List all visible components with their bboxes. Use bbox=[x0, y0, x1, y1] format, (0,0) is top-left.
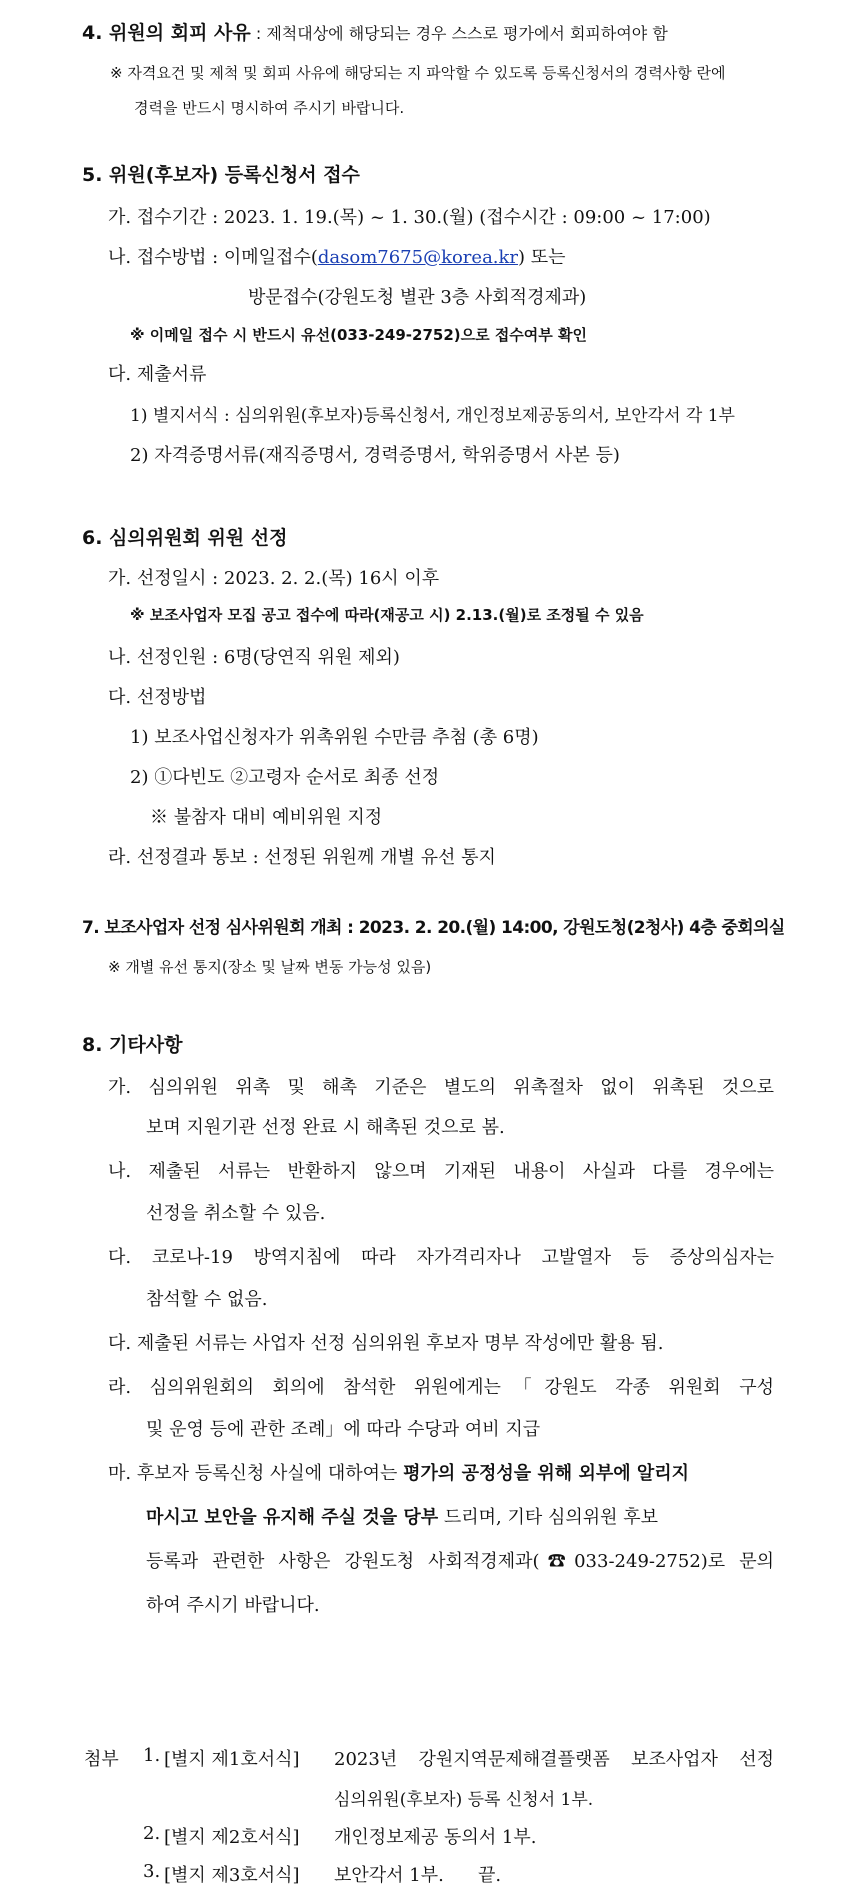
section-5-item-b-line-2: 방문접수(강원도청 별관 3층 사회적경제과) bbox=[248, 287, 587, 308]
section-5-item-a: 가. 접수기간 : 2023. 1. 19.(목) ~ 1. 30.(월) (접수시간 : 09:00 ~ 17:00) bbox=[108, 207, 711, 228]
section-5-item-b-suffix: ) 또는 bbox=[518, 247, 566, 268]
attachment-label: 첨부 bbox=[84, 1749, 119, 1770]
section-4-note-1: ※ 자격요건 및 제척 및 회피 사유에 해당되는 지 파악할 수 있도록 등록신청서의 경력사항 란에 bbox=[110, 64, 726, 82]
section-5-item-c2: 2) 자격증명서류(재직증명서, 경력증명서, 학위증명서 사본 등) bbox=[130, 445, 620, 466]
section-6-item-a: 가. 선정일시 : 2023. 2. 2.(목) 16시 이후 bbox=[108, 568, 440, 589]
section-8-item-ma-1-prefix: 마. 후보자 등록신청 사실에 대하여는 bbox=[108, 1463, 404, 1484]
section-8-item-ma-1-bold: 평가의 공정성을 위해 외부에 알리지 bbox=[403, 1463, 690, 1484]
section-8-item-ma-1 bbox=[108, 1459, 774, 1485]
section-6-item-c2: 2) ①다빈도 ②고령자 순서로 최종 선정 bbox=[130, 767, 440, 788]
section-8-item-na-2: 선정을 취소할 수 있음. bbox=[146, 1203, 326, 1224]
section-5-item-c: 다. 제출서류 bbox=[108, 364, 207, 385]
section-6-item-b: 나. 선정인원 : 6명(당연직 위원 제외) bbox=[108, 647, 400, 668]
section-5-item-b-prefix: 나. 접수방법 : 이메일접수( bbox=[108, 247, 318, 268]
section-8-item-ma-2 bbox=[146, 1503, 774, 1529]
section-6-item-c: 다. 선정방법 bbox=[108, 687, 207, 708]
section-5-item-b bbox=[108, 243, 566, 269]
attachment-3-number: 3. bbox=[143, 1861, 161, 1882]
section-8-item-ra-1: 라. 심의위원회의 회의에 참석한 위원에게는「강원도 각종 위원회 구성 bbox=[108, 1377, 774, 1398]
section-5-heading: 5. 위원(후보자) 등록신청서 접수 bbox=[82, 164, 360, 186]
attachment-3-text: 보안각서 1부. bbox=[334, 1865, 444, 1886]
section-4-heading: 4. 위원의 회피 사유 bbox=[82, 22, 251, 44]
attachment-1-number: 1. bbox=[143, 1745, 161, 1766]
section-8-item-ma-4: 하여 주시기 바랍니다. bbox=[146, 1595, 320, 1616]
attachment-3-form: [별지 제3호서식] bbox=[164, 1865, 300, 1886]
section-4-text: : 제척대상에 해당되는 경우 스스로 평가에서 회피하여야 함 bbox=[250, 24, 668, 43]
section-8-item-da-3: 다. 제출된 서류는 사업자 선정 심의위원 후보자 명부 작성에만 활용 됨. bbox=[108, 1333, 664, 1354]
section-8-item-na-1: 나. 제출된 서류는 반환하지 않으며 기재된 내용이 사실과 다를 경우에는 bbox=[108, 1161, 774, 1182]
document-end-mark: 끝. bbox=[478, 1865, 502, 1886]
section-8-item-ra-2: 및 운영 등에 관한 조례」에 따라 수당과 여비 지급 bbox=[146, 1419, 541, 1440]
attachment-2-number: 2. bbox=[143, 1823, 161, 1844]
section-7-heading: 7. 보조사업자 선정 심사위원회 개최 : 2023. 2. 20.(월) 14:00, 강원도청(2청사) 4층 중회의실 bbox=[82, 918, 785, 938]
section-7-note: ※ 개별 유선 통지(장소 및 날짜 변동 가능성 있음) bbox=[108, 958, 432, 976]
section-6-item-c1: 1) 보조사업신청자가 위촉위원 수만큼 추첨 (총 6명) bbox=[130, 727, 539, 748]
section-4-line bbox=[82, 18, 668, 45]
section-6-heading: 6. 심의위원회 위원 선정 bbox=[82, 527, 288, 549]
section-8-item-ma-2-bold: 마시고 보안을 유지해 주실 것을 당부 bbox=[146, 1507, 439, 1528]
section-6-item-c2-note: ※ 불참자 대비 예비위원 지정 bbox=[150, 807, 383, 828]
section-6-item-d: 라. 선정결과 통보 : 선정된 위원께 개별 유선 통지 bbox=[108, 847, 496, 868]
attachment-2-text: 개인정보제공 동의서 1부. bbox=[334, 1827, 537, 1848]
section-8-item-ga-2: 보며 지원기관 선정 완료 시 해촉된 것으로 봄. bbox=[146, 1117, 505, 1138]
attachment-1-text-1: 2023년 강원지역문제해결플랫폼 보조사업자 선정 bbox=[334, 1749, 774, 1770]
section-8-item-ga-1: 가. 심의위원 위촉 및 해촉 기준은 별도의 위촉절차 없이 위촉된 것으로 bbox=[108, 1077, 774, 1098]
section-8-item-da-1: 다. 코로나-19 방역지침에 따라 자가격리자나 고발열자 등 증상의심자는 bbox=[108, 1247, 774, 1268]
section-6-note: ※ 보조사업자 모집 공고 접수에 따라(재공고 시) 2.13.(월)로 조정될 수 있음 bbox=[130, 606, 644, 624]
section-4-note-2: 경력을 반드시 명시하여 주시기 바랍니다. bbox=[134, 99, 405, 117]
section-8-item-ma-2-suffix: 드리며, 기타 심의위원 후보 bbox=[438, 1507, 659, 1528]
attachment-1-text-2: 심의위원(후보자) 등록 신청서 1부. bbox=[334, 1790, 594, 1810]
attachment-2-form: [별지 제2호서식] bbox=[164, 1827, 300, 1848]
email-link[interactable]: dasom7675@korea.kr bbox=[317, 247, 519, 268]
section-5-item-c1: 1) 별지서식 : 심의위원(후보자)등록신청서, 개인정보제공동의서, 보안각서 각 1부 bbox=[130, 406, 735, 426]
attachment-1-form: [별지 제1호서식] bbox=[164, 1749, 300, 1770]
section-8-heading: 8. 기타사항 bbox=[82, 1034, 183, 1056]
section-8-item-da-2: 참석할 수 없음. bbox=[146, 1289, 268, 1310]
section-5-note: ※ 이메일 접수 시 반드시 유선(033-249-2752)으로 접수여부 확인 bbox=[130, 326, 587, 344]
section-8-item-ma-3: 등록과 관련한 사항은 강원도청 사회적경제과(☎033-249-2752)로 문의 bbox=[146, 1551, 774, 1572]
